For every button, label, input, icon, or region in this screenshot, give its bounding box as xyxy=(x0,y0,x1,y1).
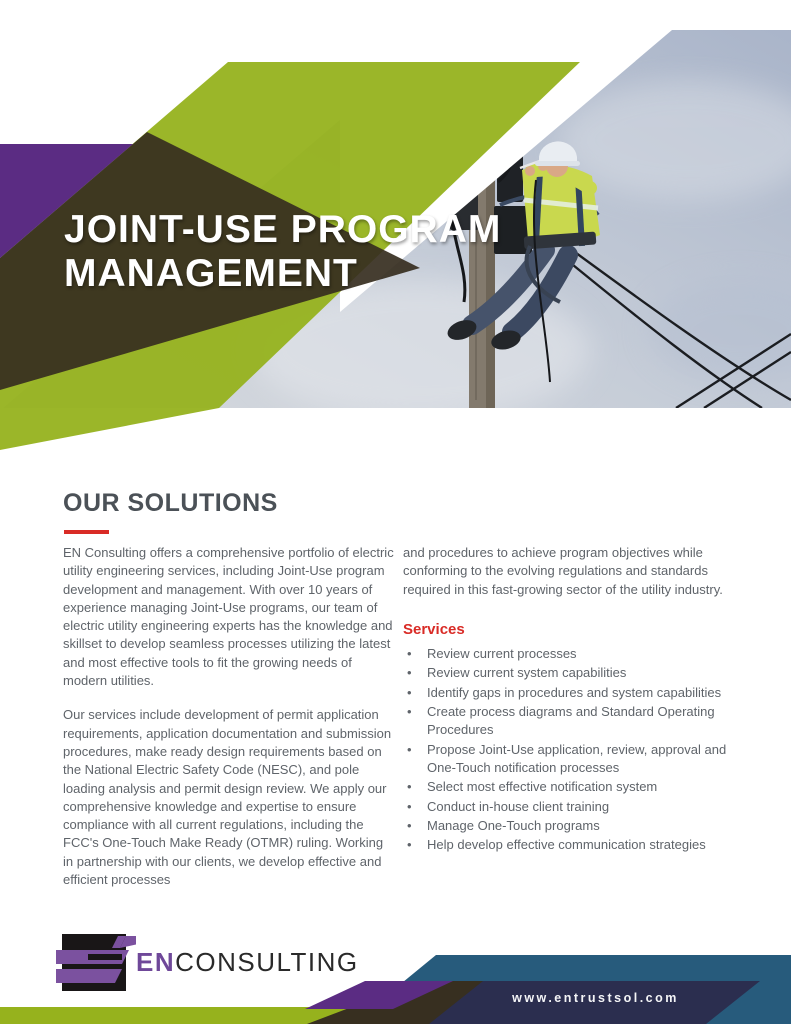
hero-title xyxy=(64,208,501,296)
website-link[interactable]: www.entrustsol.com xyxy=(512,991,679,1005)
hero-banner xyxy=(0,0,791,460)
body-column-left xyxy=(63,544,395,905)
paragraph: and procedures to achieve program objectives while conforming to the evolving regulations and standards required in this fast-growing sector of the utility industry. xyxy=(403,545,723,597)
list-item: • Create process diagrams and Standard Operating Procedures xyxy=(403,703,748,740)
logo-wordmark xyxy=(136,947,359,978)
list-item: • Conduct in-house client training xyxy=(403,798,748,816)
list-item: • Manage One-Touch programs xyxy=(403,817,748,835)
logo-text-consulting: CONSULTING xyxy=(175,947,359,977)
en-logo-mark xyxy=(56,930,136,994)
logo-text-en: EN xyxy=(136,947,176,977)
list-item: • Select most effective notification system xyxy=(403,778,748,796)
paragraph: Our services include development of permit application requirements, application documentation and submission procedures, make ready design requirements based on the National Electric Safety Code (NESC), and pole loading analysis and permit design review. We apply our comprehensive knowledge and expertise to ensure compliance with all current regulations, including the FCC's One-Touch Make Ready (OTMR) ruling. Working in partnership with our clients, we develop effective and efficient processes xyxy=(63,707,392,888)
list-item: • Review current processes xyxy=(403,645,748,663)
services-heading: Services xyxy=(403,620,465,638)
section-heading-our-solutions: OUR SOLUTIONS xyxy=(63,489,278,517)
paragraph: EN Consulting offers a comprehensive portfolio of electric utility engineering services, including Joint-Use program development and management. With over 10 years of experience managing Joint-Use programs, our team of electric utility engineering experts has the knowledge and skillset to develop seamless processes utilizing the latest and most effective tools to fit the growing needs of modern utilities. xyxy=(63,545,394,689)
hero-title-line2: MANAGEMENT xyxy=(64,252,358,295)
red-accent-rule xyxy=(64,530,109,534)
list-item: • Review current system capabilities xyxy=(403,664,748,682)
list-item: • Identify gaps in procedures and system capabilities xyxy=(403,684,748,702)
services-list xyxy=(403,645,748,854)
hero-title-line1: JOINT-USE PROGRAM xyxy=(64,208,502,251)
en-consulting-logo xyxy=(56,930,386,994)
two-column-body xyxy=(63,544,748,905)
list-item: • Help develop effective communication strategies xyxy=(403,836,748,854)
body-column-right xyxy=(403,544,748,905)
list-item: • Propose Joint-Use application, review, approval and One-Touch notification processes xyxy=(403,741,748,778)
